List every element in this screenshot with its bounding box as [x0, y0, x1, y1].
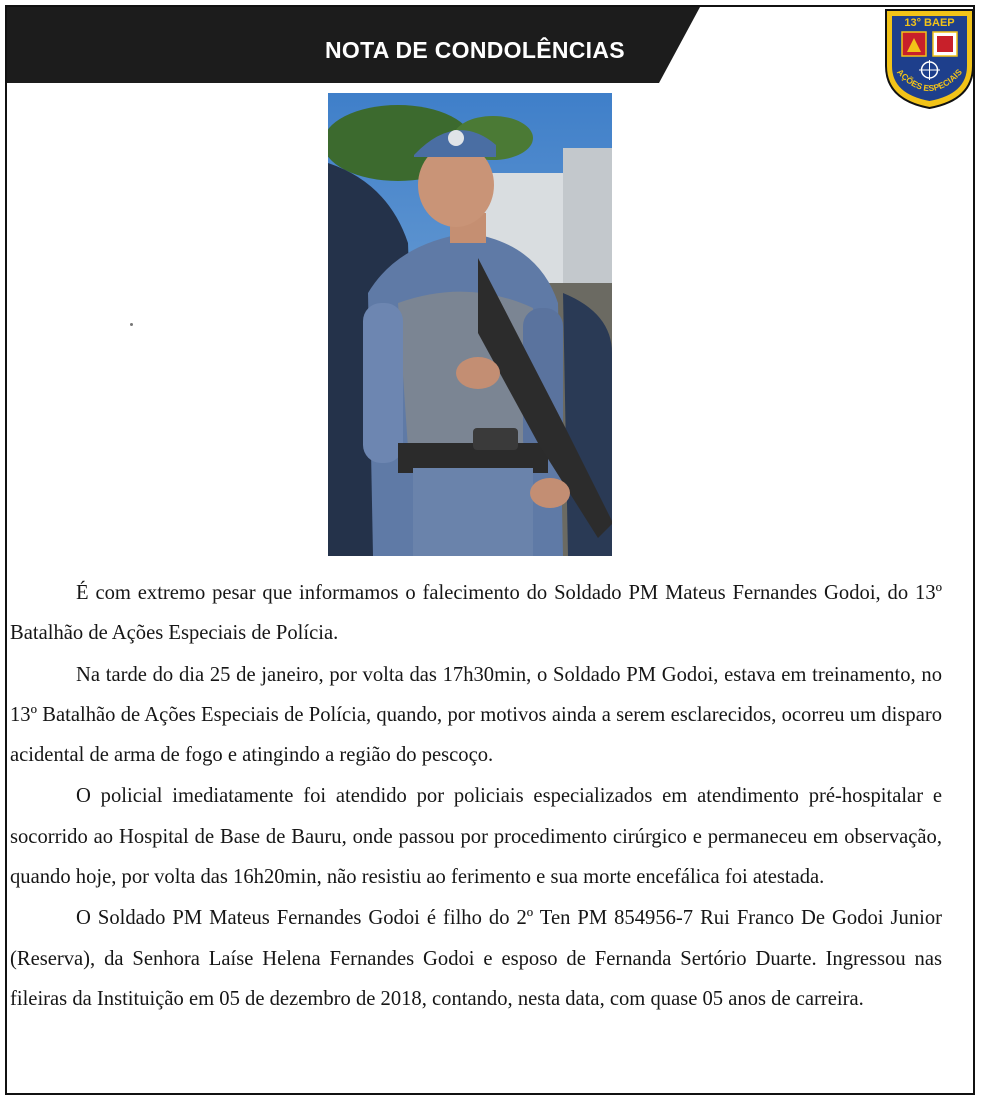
- paragraph-1: É com extremo pesar que informamos o falecimento do Soldado PM Mateus Fernandes Godoi, do 13º Batalhão de Ações Especiais de Polícia.: [10, 582, 942, 645]
- title-banner: [7, 7, 700, 83]
- page-title: NOTA DE CONDOLÊNCIAS: [325, 37, 625, 63]
- soldier-photo: [328, 93, 612, 556]
- paragraph-2: Na tarde do dia 25 de janeiro, por volta das 17h30min, o Soldado PM Godoi, estava em treinamento, no 13º Batalhão de Ações Especiais de Polícia, quando, por motivos ainda a serem esclarecidos, ocorreu um disparo acidental de arma de fogo e atingindo a região do pescoço.: [10, 663, 942, 767]
- condolence-text: [10, 573, 942, 1020]
- paragraph-3: O policial imediatamente foi atendido por policiais especializados em atendimento pré-hospitalar e socorrido ao Hospital de Base de Bauru, onde passou por procedimento cirúrgico e permaneceu em observação, quando hoje, por volta das 16h20min, não resistiu ao ferimento e sua morte encefálica foi atestada.: [10, 785, 942, 889]
- battalion-badge: [882, 8, 977, 110]
- scan-speck: [130, 323, 133, 326]
- badge-top-text: 13° BAEP: [904, 17, 955, 29]
- badge-bottom-text: AÇÕES ESPECIAIS: [895, 66, 964, 94]
- paragraph-4: O Soldado PM Mateus Fernandes Godoi é filho do 2º Ten PM 854956-7 Rui Franco De Godoi Junior (Reserva), da Senhora Laíse Helena Fernandes Godoi e esposo de Fernanda Sertório Duarte. Ingressou nas fileiras da Instituição em 05 de dezembro de 2018, contando, nesta data, com quase 05 anos de carreira.: [10, 907, 942, 1010]
